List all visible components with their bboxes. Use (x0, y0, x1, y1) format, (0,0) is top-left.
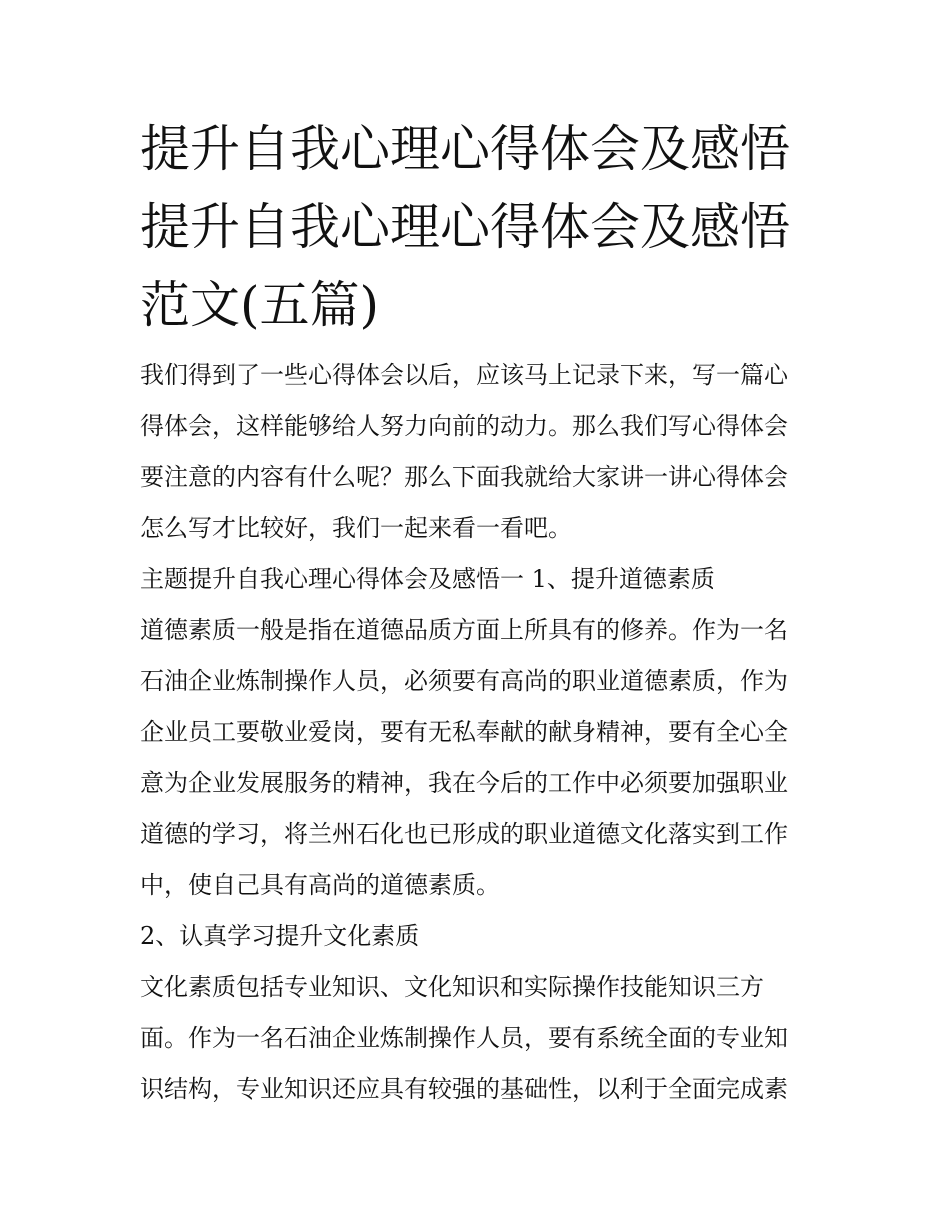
title-line-2: 提升自我心理心得体会及感悟 (140, 198, 790, 256)
section2-line-3: 识结构，专业知识还应具有较强的基础性，以利于全面完成素 (140, 1075, 788, 1103)
section2-paragraph (140, 962, 820, 1115)
section1-paragraph (140, 605, 820, 911)
section1-line-6: 中，使自己具有高尚的道德素质。 (140, 871, 500, 899)
section1-line-3: 企业员工要敬业爱岗，要有无私奉献的献身精神，要有全心全 (140, 718, 788, 746)
section1-line-1: 道德素质一般是指在道德品质方面上所具有的修养。作为一名 (140, 616, 788, 644)
document-title (140, 110, 820, 344)
intro-line-4: 怎么写才比较好，我们一起来看一看吧。 (140, 514, 572, 542)
section1-line-2: 石油企业炼制操作人员，必须要有高尚的职业道德素质，作为 (140, 667, 788, 695)
intro-line-3: 要注意的内容有什么呢？那么下面我就给大家讲一讲心得体会 (140, 463, 788, 491)
intro-line-2: 得体会，这样能够给人努力向前的动力。那么我们写心得体会 (140, 412, 788, 440)
intro-paragraph (140, 350, 820, 554)
section1-line-5: 道德的学习，将兰州石化也已形成的职业道德文化落实到工作 (140, 820, 788, 848)
document-page (140, 110, 820, 1115)
title-line-3: 范文(五篇) (140, 276, 380, 334)
section1-heading: 主题提升自我心理心得体会及感悟一 1、提升道德素质 (140, 565, 715, 593)
intro-line-1: 我们得到了一些心得体会以后，应该马上记录下来，写一篇心 (140, 361, 788, 389)
section2-line-2: 面。作为一名石油企业炼制操作人员，要有系统全面的专业知 (140, 1024, 788, 1052)
title-line-1: 提升自我心理心得体会及感悟 (140, 120, 790, 178)
section2-line-1: 文化素质包括专业知识、文化知识和实际操作技能知识三方 (140, 973, 764, 1001)
section2-heading: 2、认真学习提升文化素质 (140, 922, 420, 950)
section1-line-4: 意为企业发展服务的精神，我在今后的工作中必须要加强职业 (140, 769, 788, 797)
